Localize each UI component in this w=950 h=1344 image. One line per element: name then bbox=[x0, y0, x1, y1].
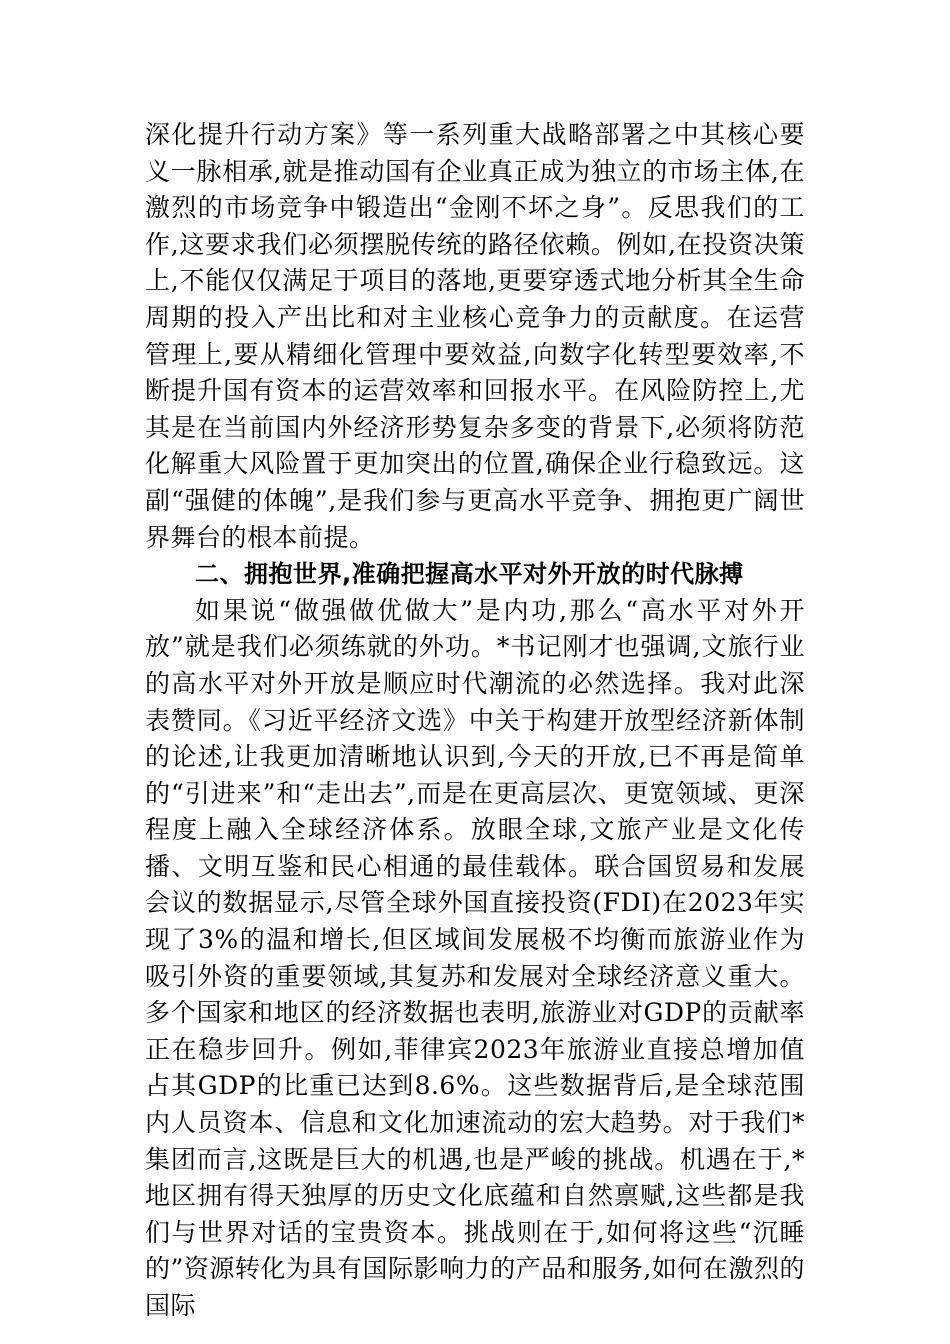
section-paragraph: 如果说“做强做优做大”是内功,那么“高水平对外开放”就是我们必须练就的外功。*书记刚才也强调,文旅行业的高水平对外开放是顺应时代潮流的必然选择。我对此深表赞同。《习近平经济文选》中关于构建开放型经济新体制的论述,让我更加清晰地认识到,今天的开放,已不再是简单的“引进来”和“走出去”,而是在更高层次、更宽领域、更深程度上融入全球经济体系。放眼全球,文旅产业是文化传播、文明互鉴和民心相通的最佳载体。联合国贸易和发展会议的数据显示,尽管全球外国直接投资(FDI)在2023年实现了3%的温和增长,但区域间发展极不均衡而旅游业作为吸引外资的重要领域,其复苏和发展对全球经济意义重大。多个国家和地区的经济数据也表明,旅游业对GDP的贡献率正在稳步回升。例如,菲律宾2023年旅游业直接总增加值占其GDP的比重已达到8.6%。这些数据背后,是全球范围内人员资本、信息和文化加速流动的宏大趋势。对于我们*集团而言,这既是巨大的机遇,也是严峻的挑战。机遇在于,*地区拥有得天独厚的历史文化底蕴和自然禀赋,这些都是我们与世界对话的宝贵资本。挑战则在于,如何将这些“沉睡的”资源转化为具有国际影响力的产品和服务,如何在激烈的国际 bbox=[145, 595, 805, 1320]
document-body bbox=[145, 117, 805, 1325]
paragraph-continuation: 深化提升行动方案》等一系列重大战略部署之中其核心要义一脉相承,就是推动国有企业真正成为独立的市场主体,在激烈的市场竞争中锻造出“金刚不坏之身”。反思我们的工作,这要求我们必须摆脱传统的路径依赖。例如,在投资决策上,不能仅仅满足于项目的落地,更要穿透式地分析其全生命周期的投入产出比和对主业核心竞争力的贡献度。在运营管理上,要从精细化管理中要效益,向数字化转型要效率,不断提升国有资本的运营效率和回报水平。在风险防控上,尤其是在当前国内外经济形势复杂多变的背景下,必须将防范化解重大风险置于更加突出的位置,确保企业行稳致远。这副“强健的体魄”,是我们参与更高水平竞争、拥抱更广阔世界舞台的根本前提。 bbox=[145, 120, 805, 552]
section-heading: 二、拥抱世界,准确把握高水平对外开放的时代脉搏 bbox=[195, 560, 744, 589]
